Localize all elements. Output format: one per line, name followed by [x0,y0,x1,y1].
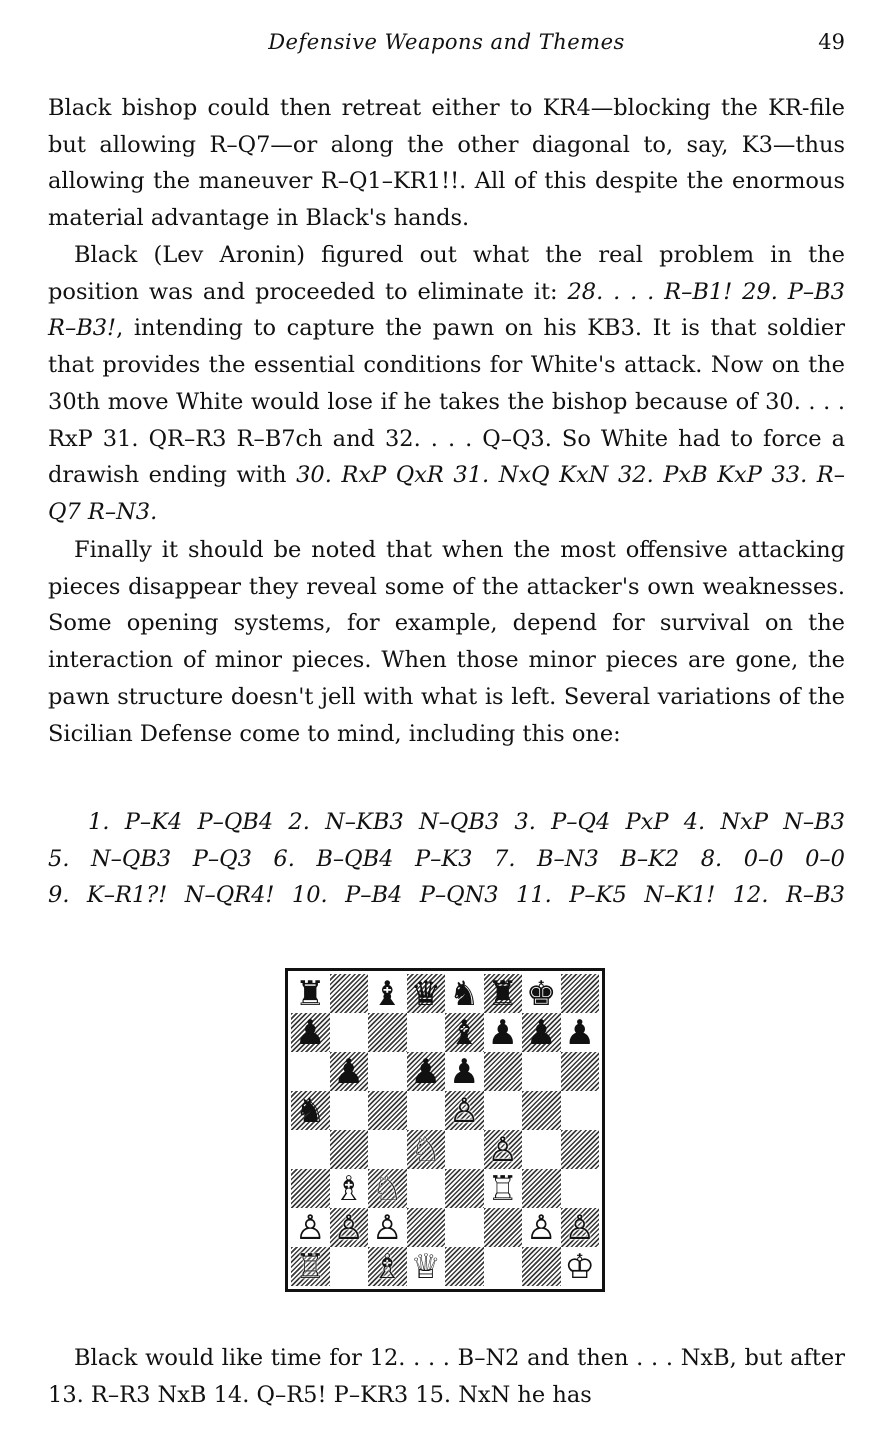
white-king-icon: ♔ [564,1246,595,1287]
white-pawn-icon: ♙ [295,1207,326,1248]
board-square [407,1208,446,1247]
white-pawn-icon: ♙ [564,1207,595,1248]
board-square [407,1091,446,1130]
board-square [291,974,330,1013]
board-square [484,1052,523,1091]
board-square [484,974,523,1013]
white-rook-icon: ♖ [295,1246,326,1287]
board-square [445,1052,484,1091]
white-pawn-icon: ♙ [487,1129,518,1170]
board-square [368,1013,407,1052]
board-square [291,1208,330,1247]
paragraph-1-text: Black bishop could then retreat either to KR4—blocking the KR-file but allowing R–Q7—or along the other diagonal to, say, K3—thus allowing the maneuver R–Q1–KR1!!. All of this despite the enormous material advantage in Black's hands. [48,95,845,232]
paragraph-2 [48,237,845,531]
board-square [445,974,484,1013]
board-square [291,1247,330,1286]
paragraph-2-part-a: Black (Lev Aronin) figured out what the real problem in the position was and proceeded to eliminate it: [48,242,845,305]
page-number: 49 [818,30,845,54]
board-square [484,1130,523,1169]
opening-moves [48,804,845,914]
board-square [368,974,407,1013]
board-square [368,1130,407,1169]
paragraph-3-text: Finally it should be noted that when the most offensive attacking pieces disappear they reveal some of the attacker's own weaknesses. Some opening systems, for example, depend for survival on the interaction of minor pieces. When those minor pieces are gone, the pawn structure doesn't jell with what is left. Several variations of the Sicilian Defense come to mind, including this one: [48,537,845,747]
chess-board [291,974,599,1286]
board-square [522,1130,561,1169]
black-rook-icon: ♜ [295,973,326,1014]
board-square [291,1169,330,1208]
board-square [291,1091,330,1130]
black-rook-icon: ♜ [487,973,518,1014]
board-square [522,1091,561,1130]
board-square [368,1091,407,1130]
black-bishop-icon: ♝ [372,973,403,1014]
black-pawn-icon: ♟ [449,1051,480,1092]
board-square [368,1052,407,1091]
board-square [445,1247,484,1286]
black-knight-icon: ♞ [295,1090,326,1131]
board-square [407,1130,446,1169]
board-square [561,1169,600,1208]
board-square [330,1052,369,1091]
paragraph-1 [48,90,845,237]
white-pawn-icon: ♙ [526,1207,557,1248]
board-square [445,1208,484,1247]
board-square [330,1013,369,1052]
white-bishop-icon: ♗ [333,1168,364,1209]
board-square [484,1013,523,1052]
black-queen-icon: ♛ [410,973,441,1014]
white-knight-icon: ♘ [410,1129,441,1170]
board-square [407,1169,446,1208]
chess-diagram [285,968,605,1292]
white-pawn-icon: ♙ [449,1090,480,1131]
board-square [330,1091,369,1130]
board-square [561,1208,600,1247]
white-pawn-icon: ♙ [333,1207,364,1248]
black-pawn-icon: ♟ [526,1012,557,1053]
paragraph-4 [48,1340,845,1413]
board-square [445,1169,484,1208]
board-square [522,1052,561,1091]
white-bishop-icon: ♗ [372,1246,403,1287]
paragraph-2-moves-a: 28. . . . R–B1! 29. P–B3 R–B3! [48,278,845,342]
black-pawn-icon: ♟ [410,1051,441,1092]
paragraph-2-text [48,237,845,531]
white-rook-icon: ♖ [487,1168,518,1209]
board-square [368,1169,407,1208]
board-square [330,974,369,1013]
black-pawn-icon: ♟ [295,1012,326,1053]
paragraph-4-text: Black would like time for 12. . . . B–N2 and then . . . NxB, but after 13. R–R3 NxB 14. Q–R5! P–KR3 15. NxN he has [48,1345,845,1408]
board-square [522,1247,561,1286]
board-square [291,1130,330,1169]
moves-line-1: 1. P–K4 P–QB4 2. N–KB3 N–QB3 3. P–Q4 PxP 4. NxP N–B3 [88,809,845,835]
board-square [561,1052,600,1091]
white-queen-icon: ♕ [410,1246,441,1287]
board-square [445,1013,484,1052]
board-square [561,1130,600,1169]
paragraph-2-moves-d: 30. RxP QxR 31. NxQ KxN 32. PxB KxP 33. R–Q7 R–N3. [48,462,845,525]
board-square [522,1013,561,1052]
black-pawn-icon: ♟ [487,1012,518,1053]
board-square [561,1247,600,1286]
board-square [484,1247,523,1286]
board-square [291,1052,330,1091]
board-square [368,1208,407,1247]
board-square [484,1169,523,1208]
running-title: Defensive Weapons and Themes [268,30,625,54]
board-square [330,1247,369,1286]
board-square [522,1208,561,1247]
board-square [561,1013,600,1052]
white-knight-icon: ♘ [372,1168,403,1209]
board-square [407,1013,446,1052]
board-square [368,1247,407,1286]
board-square [561,974,600,1013]
black-bishop-icon: ♝ [449,1012,480,1053]
board-square [484,1208,523,1247]
paragraph-2-part-c: , intending to capture the pawn on his KB3. It is that soldier that provides the essential conditions for White's attack. Now on the 30th move White would lose if he takes the bishop because of 30. . . . RxP 31. QR–R3 R–B7ch and 32. . . . Q–Q3. So White had to force a drawish ending with [48,315,845,489]
board-square [330,1169,369,1208]
paragraph-3 [48,532,845,752]
board-square [522,1169,561,1208]
black-pawn-icon: ♟ [564,1012,595,1053]
moves-line-3: 9. K–R1?! N–QR4! 10. P–B4 P–QN3 11. P–K5 N–K1! 12. R–B3 [48,882,845,909]
page-header [48,30,845,60]
board-square [484,1091,523,1130]
board-square [407,1052,446,1091]
white-pawn-icon: ♙ [372,1207,403,1248]
black-king-icon: ♚ [526,973,557,1014]
board-square [407,974,446,1013]
black-pawn-icon: ♟ [333,1051,364,1092]
black-knight-icon: ♞ [449,973,480,1014]
board-square [522,974,561,1013]
board-square [445,1130,484,1169]
board-square [407,1247,446,1286]
board-square [330,1208,369,1247]
board-square [330,1130,369,1169]
board-square [291,1013,330,1052]
moves-line-2: 5. N–QB3 P–Q3 6. B–QB4 P–K3 7. B–N3 B–K2 8. 0–0 0–0 [48,845,845,872]
board-square [561,1091,600,1130]
board-square [445,1091,484,1130]
